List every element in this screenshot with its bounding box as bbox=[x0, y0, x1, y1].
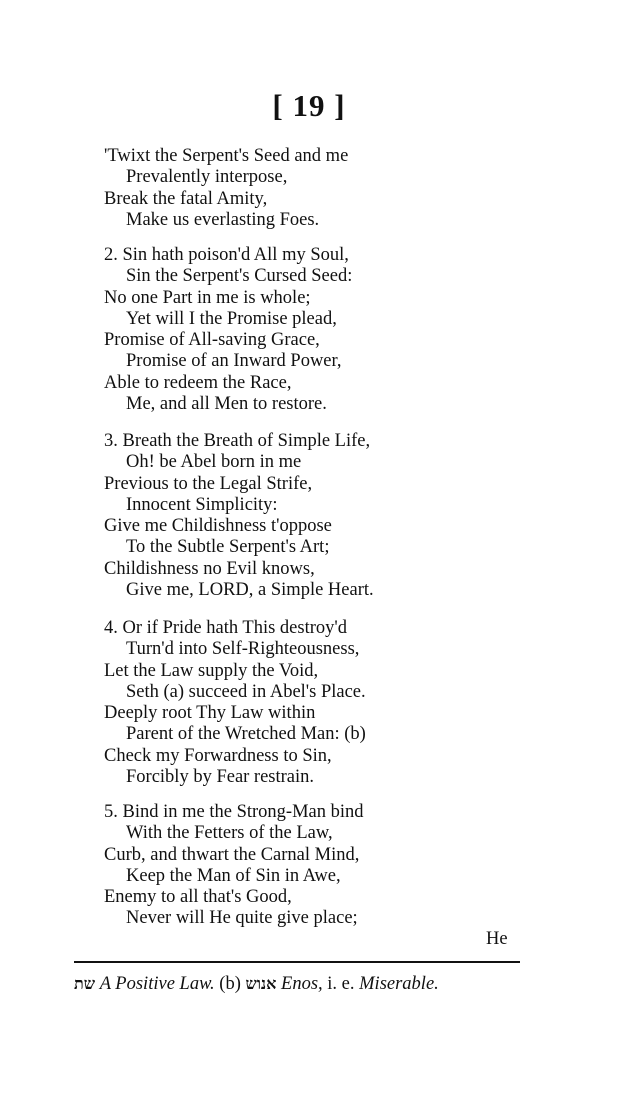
page-number: [ 19 ] bbox=[272, 88, 346, 123]
verse-line: With the Fetters of the Law, bbox=[126, 823, 333, 844]
verse-line: Give me, LORD, a Simple Heart. bbox=[126, 580, 374, 601]
verse-line: Me, and all Men to restore. bbox=[126, 394, 327, 415]
verse-line: Enemy to all that's Good, bbox=[104, 887, 292, 908]
verse-line: Seth (a) succeed in Abel's Place. bbox=[126, 681, 366, 702]
stanza-5 bbox=[104, 802, 364, 930]
verse-line: Promise of an Inward Power, bbox=[126, 351, 342, 372]
verse-line: Turn'd into Self-Righteousness, bbox=[126, 639, 360, 660]
verse-line: Let the Law supply the Void, bbox=[104, 660, 319, 681]
verse-line: 5. Bind in me the Strong-Man bind bbox=[104, 802, 364, 822]
stanza-4 bbox=[104, 618, 366, 788]
footnote-ref-b: (b) bbox=[219, 974, 241, 994]
footnote-rule bbox=[74, 961, 520, 963]
stanza-1 bbox=[104, 146, 348, 231]
footnote bbox=[74, 972, 439, 996]
footnote-name-b: Enos, bbox=[281, 974, 323, 994]
stanza-3 bbox=[104, 431, 374, 601]
verse-line: To the Subtle Serpent's Art; bbox=[126, 537, 330, 558]
footnote-hebrew-seth: שת bbox=[74, 974, 96, 993]
verse-line: Curb, and thwart the Carnal Mind, bbox=[104, 844, 360, 865]
verse-line: Forcibly by Fear restrain. bbox=[126, 767, 315, 788]
verse-line: Able to redeem the Race, bbox=[104, 372, 292, 393]
verse-line: 3. Breath the Breath of Simple Life, bbox=[104, 431, 371, 451]
catchword: He bbox=[486, 929, 508, 949]
verse-line: Previous to the Legal Strife, bbox=[104, 473, 313, 494]
verse-line: 2. Sin hath poison'd All my Soul, bbox=[104, 245, 349, 265]
verse-line: Prevalently interpose, bbox=[126, 167, 288, 188]
stanza-2 bbox=[104, 245, 352, 415]
verse-line: Never will He quite give place; bbox=[126, 908, 358, 929]
footnote-note-a: A Positive Law. bbox=[99, 974, 215, 994]
footnote-meaning-b: Miserable. bbox=[359, 974, 439, 994]
verse-line: Keep the Man of Sin in Awe, bbox=[126, 865, 341, 886]
verse-line: Break the fatal Amity, bbox=[104, 188, 268, 209]
verse-line: Promise of All-saving Grace, bbox=[104, 330, 320, 351]
verse-line: Check my Forwardness to Sin, bbox=[104, 745, 332, 766]
verse-line: Sin the Serpent's Cursed Seed: bbox=[126, 266, 353, 287]
verse-line: Oh! be Abel born in me bbox=[126, 452, 302, 473]
footnote-ie: i. e. bbox=[327, 974, 355, 994]
verse-line: Give me Childishness t'oppose bbox=[104, 516, 332, 537]
verse-line: Make us everlasting Foes. bbox=[126, 209, 320, 230]
verse-line: 'Twixt the Serpent's Seed and me bbox=[104, 146, 349, 166]
verse-line: Parent of the Wretched Man: (b) bbox=[126, 724, 366, 745]
footnote-hebrew-enos: אנוש bbox=[245, 974, 277, 993]
verse-line: Innocent Simplicity: bbox=[126, 494, 278, 515]
verse-line: Childishness no Evil knows, bbox=[104, 558, 315, 579]
verse-line: Yet will I the Promise plead, bbox=[126, 308, 337, 329]
verse-line: Deeply root Thy Law within bbox=[104, 703, 316, 724]
verse-line: 4. Or if Pride hath This destroy'd bbox=[104, 618, 347, 638]
verse-line: No one Part in me is whole; bbox=[104, 287, 311, 308]
